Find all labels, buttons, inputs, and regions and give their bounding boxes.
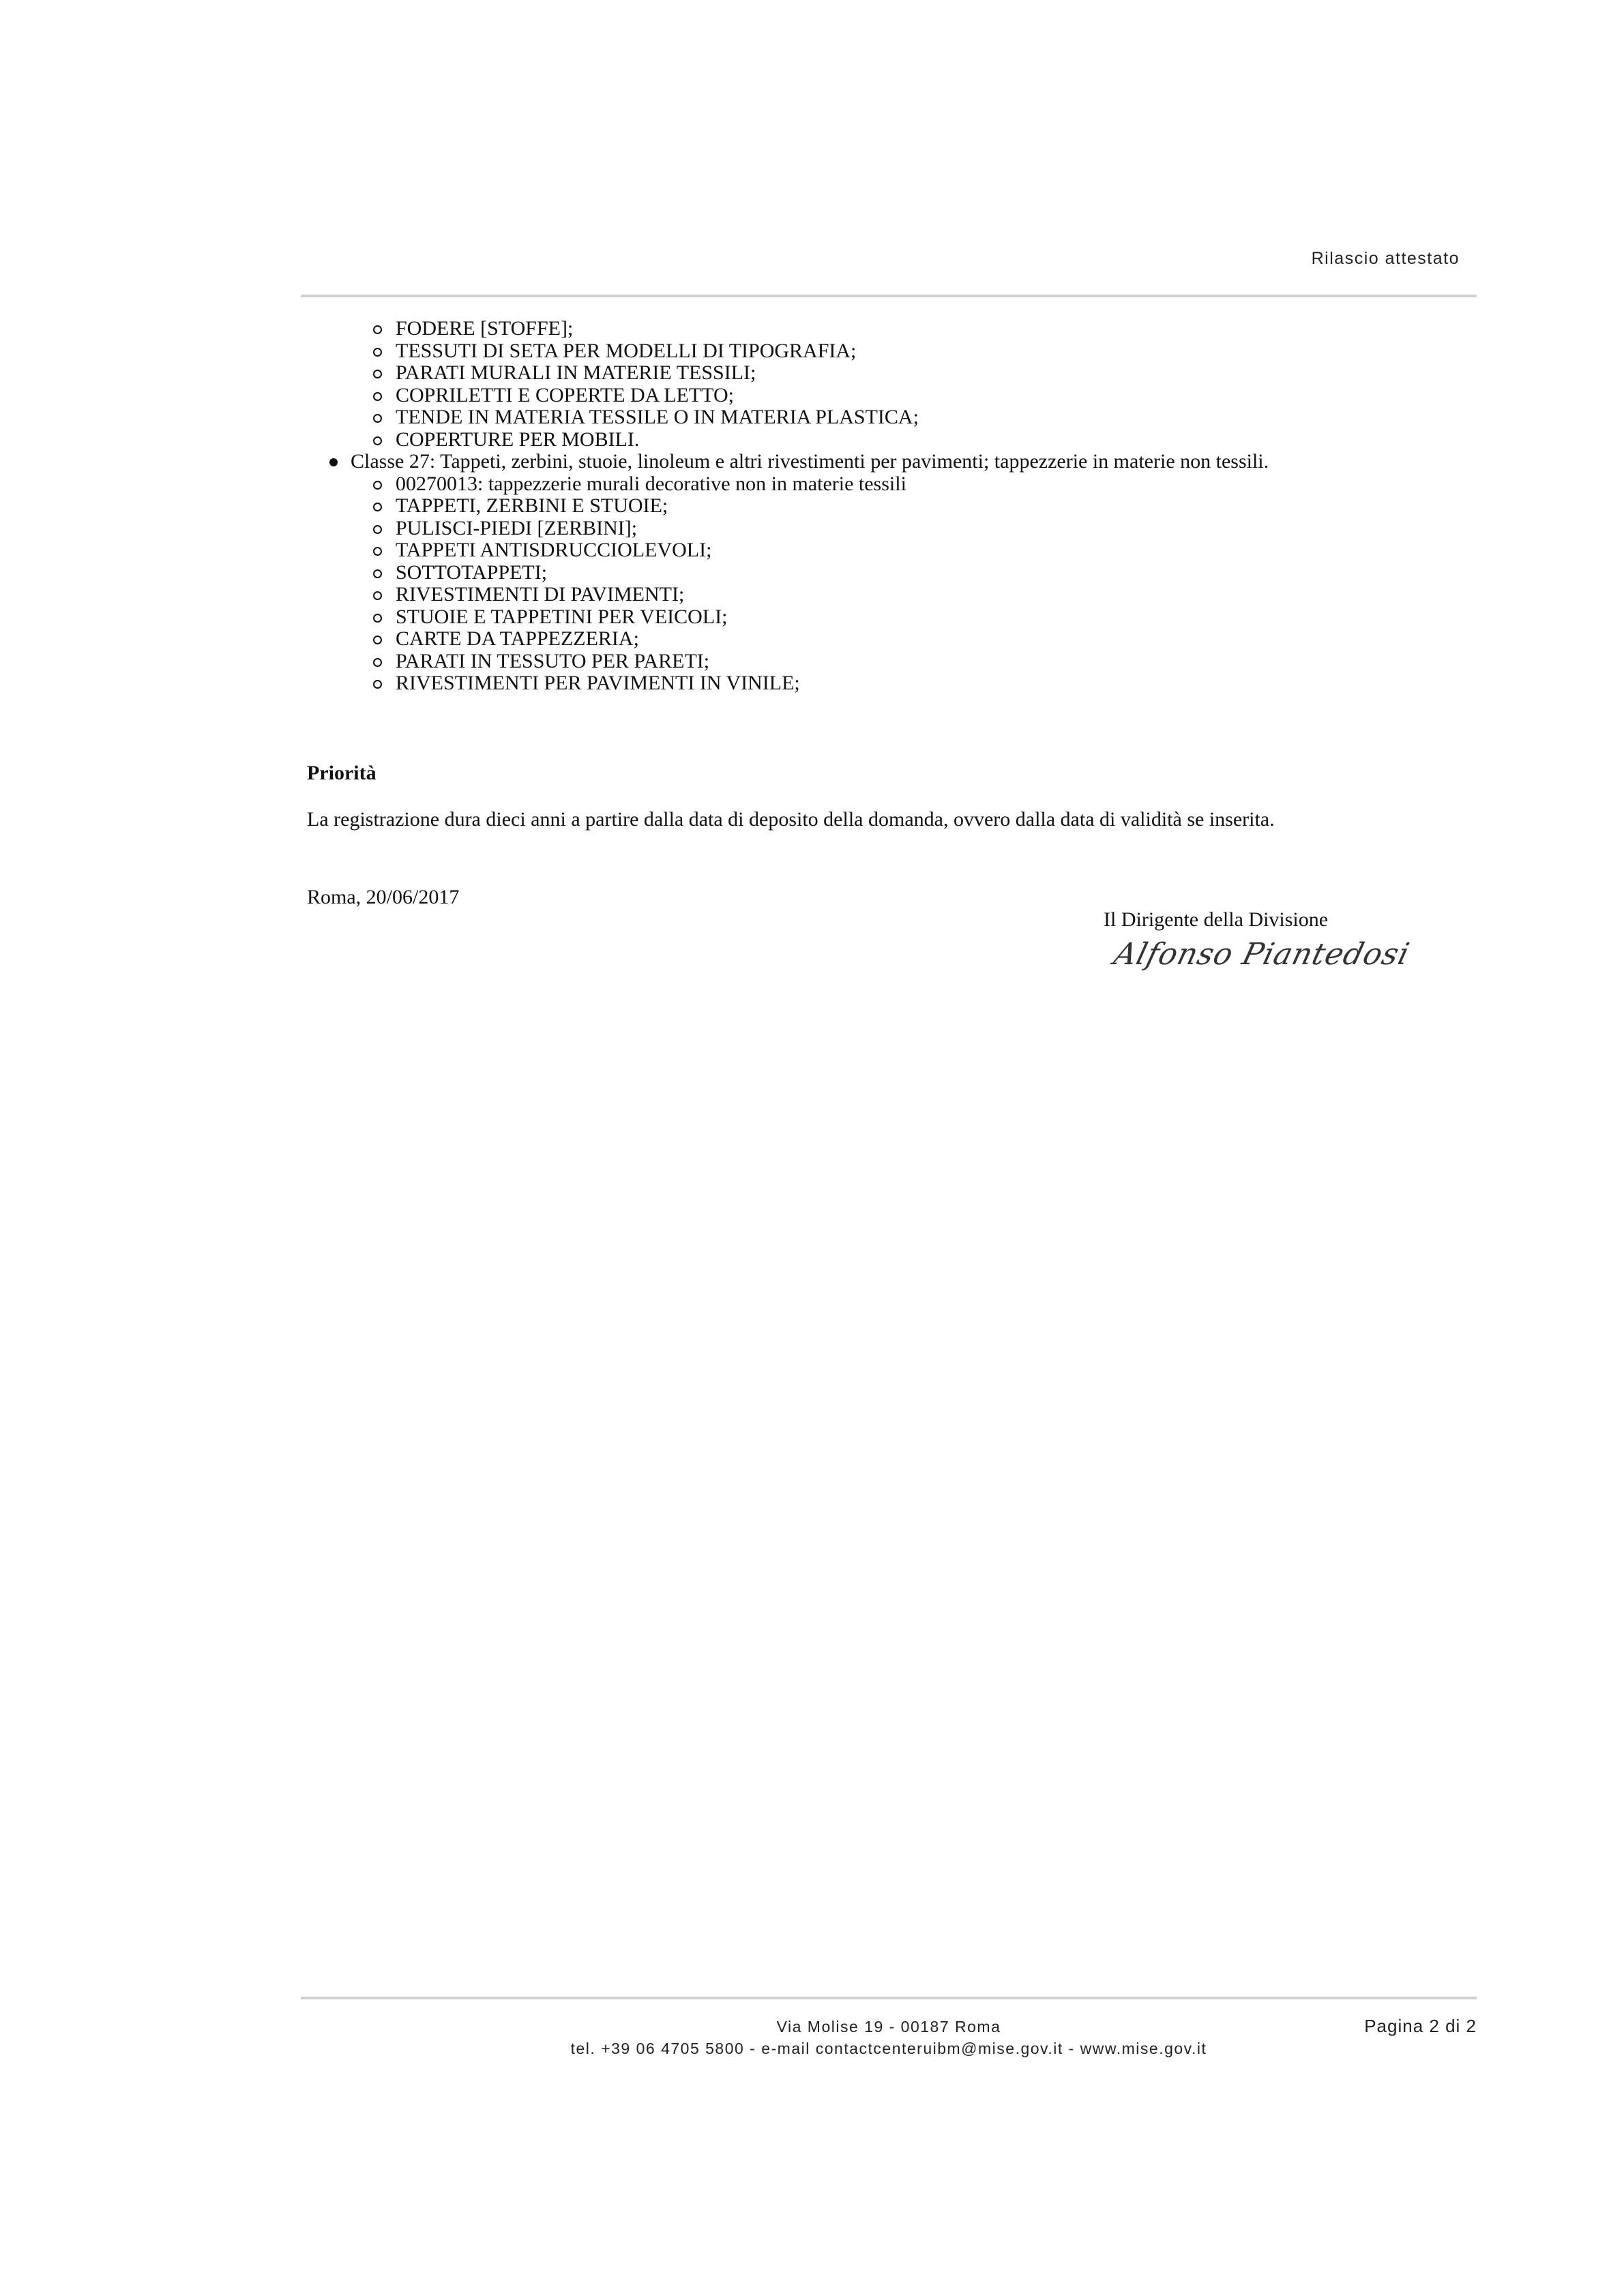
header-title: Rilascio attestato (1311, 249, 1460, 268)
list-item: RIVESTIMENTI PER PAVIMENTI IN VINILE; (307, 672, 1466, 695)
class-27-item (307, 451, 1466, 473)
list-item: PULISCI-PIEDI [ZERBINI]; (307, 518, 1466, 540)
footer-contacts: tel. +39 06 4705 5800 - e-mail contactcenteruibm@mise.gov.it - www.mise.gov.it (570, 2040, 1207, 2057)
header-divider (301, 295, 1477, 297)
list-item: COPRILETTI E COPERTE DA LETTO; (307, 385, 1466, 407)
page-number: Pagina 2 di 2 (1364, 2016, 1477, 2036)
footer-address: Via Molise 19 - 00187 Roma (776, 2018, 1001, 2036)
continued-sublist (307, 318, 1466, 451)
list-item: TAPPETI ANTISDRUCCIOLEVOLI; (307, 539, 1466, 562)
list-item: PARATI IN TESSUTO PER PARETI; (307, 651, 1466, 673)
place-date: Roma, 20/06/2017 (307, 886, 460, 908)
list-item: TESSUTI DI SETA PER MODELLI DI TIPOGRAFIA; (307, 340, 1466, 363)
priority-heading: Priorità (307, 762, 377, 784)
signer-title: Il Dirigente della Divisione (1104, 908, 1329, 931)
list-item: SOTTOTAPPETI; (307, 562, 1466, 584)
list-item: CARTE DA TAPPEZZERIA; (307, 628, 1466, 651)
list-item: PARATI MURALI IN MATERIE TESSILI; (307, 362, 1466, 385)
class-27-label: Classe 27: Tappeti, zerbini, stuoie, linoleum e altri rivestimenti per pavimenti; tappezzerie in materie non tessili. (351, 450, 1269, 473)
footer-divider (301, 1997, 1477, 1999)
list-item: STUOIE E TAPPETINI PER VEICOLI; (307, 606, 1466, 629)
priority-text: La registrazione dura dieci anni a partire dalla data di deposito della domanda, ovvero dalla data di validità se inserita. (307, 808, 1275, 831)
list-item: RIVESTIMENTI DI PAVIMENTI; (307, 584, 1466, 606)
list-item: TENDE IN MATERIA TESSILE O IN MATERIA PLASTICA; (307, 406, 1466, 429)
class-list (307, 451, 1466, 473)
list-item: COPERTURE PER MOBILI. (307, 429, 1466, 451)
handwritten-signature: Alfonso Piantedosi (1110, 937, 1414, 972)
goods-list (307, 318, 1466, 695)
list-item: TAPPETI, ZERBINI E STUOIE; (307, 495, 1466, 518)
list-item: 00270013: tappezzerie murali decorative non in materie tessili (307, 473, 1466, 496)
class-27-sublist (307, 473, 1466, 695)
footer-address-block (301, 2016, 1477, 2059)
list-item: FODERE [STOFFE]; (307, 318, 1466, 340)
